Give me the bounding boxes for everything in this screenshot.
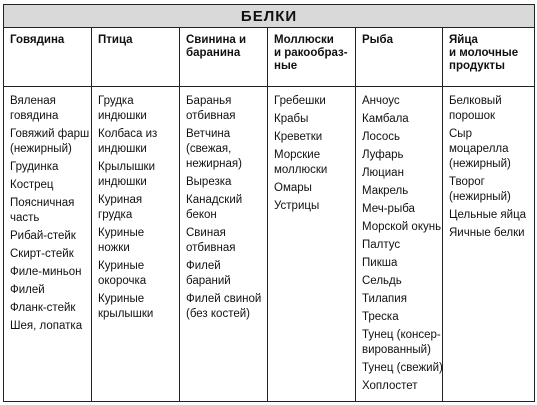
list-item-line: Кострец <box>10 179 54 191</box>
list-item-line: Тунец (консер- <box>362 329 441 341</box>
list-item-line: Шея, лопатка <box>10 320 83 332</box>
title-row <box>4 5 535 28</box>
list-item-line: отбивная <box>186 242 236 254</box>
list-item-line: бараний <box>186 275 231 287</box>
list-item <box>362 130 439 145</box>
list-item <box>186 94 264 124</box>
list-item-line: Белковый <box>449 95 502 107</box>
column-header-line: ные <box>274 60 298 72</box>
column-header <box>92 28 180 87</box>
list-item-line: нежирная) <box>186 158 242 170</box>
list-item <box>98 259 176 289</box>
list-item-line: Сельдь <box>362 275 402 287</box>
list-item-line: (нежирный) <box>10 143 72 155</box>
list-item-line: Куриные <box>98 260 145 272</box>
column-header-line: Моллюски <box>274 34 334 46</box>
list-item-line: Филей <box>10 284 45 296</box>
list-item-line: индюшки <box>98 176 147 188</box>
column-header-line: Птица <box>98 34 133 46</box>
list-item-line: Говяжий фарш <box>10 128 90 140</box>
list-item <box>10 178 88 193</box>
list-item <box>98 292 176 322</box>
list-item <box>10 301 88 316</box>
list-item-line: грудка <box>98 209 133 221</box>
list-item <box>449 175 531 205</box>
list-item-line: часть <box>10 212 40 224</box>
list-item-line: Люциан <box>362 167 404 179</box>
list-item-line: Свиная <box>186 227 226 239</box>
list-item-line: Креветки <box>274 131 323 143</box>
list-item-line: Скирт-стейк <box>10 248 74 260</box>
column-header-line: Свинина и <box>186 34 247 46</box>
list-item-line: Крылышки <box>98 161 156 173</box>
list-item-line: ножки <box>98 242 130 254</box>
list-item <box>98 226 176 256</box>
list-item <box>274 130 352 145</box>
list-item-line: индюшки <box>98 110 147 122</box>
list-item-line: Вяленая <box>10 95 56 107</box>
column-header-line: баранина <box>186 47 241 59</box>
list-item <box>10 229 88 244</box>
list-item-line: (свежая, <box>186 143 232 155</box>
list-item-line: вированный) <box>362 344 431 356</box>
list-item-line: крылышки <box>98 308 154 320</box>
column-header <box>356 28 443 87</box>
column-items <box>268 87 356 402</box>
list-item <box>449 127 531 172</box>
list-item-line: Колбаса из <box>98 128 158 140</box>
list-item <box>362 292 439 307</box>
list-item-line: Ветчина <box>186 128 231 140</box>
list-item <box>274 112 352 127</box>
list-item <box>274 181 352 196</box>
column-header <box>180 28 268 87</box>
list-item <box>362 328 439 358</box>
list-item-line: Устрицы <box>274 200 320 212</box>
proteins-table <box>3 4 535 402</box>
list-item-line: Меч-рыба <box>362 203 415 215</box>
column-header <box>268 28 356 87</box>
list-item <box>98 127 176 157</box>
column-header-line: Говядина <box>10 34 65 46</box>
list-item-line: Куриные <box>98 227 145 239</box>
list-item-line: Вырезка <box>186 176 232 188</box>
column-header-line: продукты <box>449 60 505 72</box>
list-item-line: бекон <box>186 209 217 221</box>
list-item <box>10 319 88 334</box>
list-item-line: окорочка <box>98 275 147 287</box>
list-item-line: Омары <box>274 182 312 194</box>
column-header-line: Яйца <box>449 34 478 46</box>
list-item <box>274 199 352 214</box>
column-items <box>92 87 180 402</box>
list-item-line: Яичные белки <box>449 227 525 239</box>
list-item-line: Баранья <box>186 95 232 107</box>
list-item-line: Сыр <box>449 128 472 140</box>
list-item <box>98 160 176 190</box>
list-item-line: (нежирный) <box>449 158 511 170</box>
list-item-line: Пикша <box>362 257 398 269</box>
list-item <box>449 208 531 223</box>
list-item-line: Луфарь <box>362 149 404 161</box>
list-item-line: Хоплостет <box>362 380 418 392</box>
list-item-line: Филей <box>186 260 221 272</box>
list-item-line: Филей свиной <box>186 293 262 305</box>
list-item <box>362 379 439 394</box>
list-item <box>10 127 88 157</box>
list-item <box>186 127 264 172</box>
list-item <box>10 196 88 226</box>
column-header <box>4 28 92 87</box>
header-row <box>4 28 535 87</box>
column-items <box>443 87 535 402</box>
list-item-line: Поясничная <box>10 197 75 209</box>
list-item <box>10 94 88 124</box>
list-item <box>362 94 439 109</box>
list-item-line: Канадский <box>186 194 243 206</box>
list-item <box>362 274 439 289</box>
body-row <box>4 87 535 402</box>
column-items <box>180 87 268 402</box>
list-item-line: Треска <box>362 311 399 323</box>
column-header-line: Рыба <box>362 34 393 46</box>
column-header <box>443 28 535 87</box>
list-item-line: (нежирный) <box>449 191 511 203</box>
list-item <box>10 265 88 280</box>
list-item <box>362 148 439 163</box>
list-item-line: Грудинка <box>10 161 59 173</box>
list-item-line: Рибай-стейк <box>10 230 76 242</box>
column-items <box>4 87 92 402</box>
list-item-line: говядина <box>10 110 59 122</box>
list-item <box>362 166 439 181</box>
list-item <box>98 193 176 223</box>
list-item <box>186 175 264 190</box>
list-item <box>362 361 443 376</box>
list-item-line: Лосось <box>362 131 400 143</box>
list-item <box>362 112 439 127</box>
list-item-line: Цельные яйца <box>449 209 527 221</box>
column-header-line: и ракообраз- <box>274 47 348 59</box>
list-item <box>362 220 442 235</box>
list-item <box>362 238 439 253</box>
list-item-line: Макрель <box>362 185 409 197</box>
list-item <box>98 94 176 124</box>
list-item-line: Филе-миньон <box>10 266 82 278</box>
list-item <box>186 292 264 322</box>
column-items <box>356 87 443 402</box>
list-item-line: Гребешки <box>274 95 326 107</box>
list-item-line: моцарелла <box>449 143 509 155</box>
list-item <box>274 94 352 109</box>
list-item-line: Творог <box>449 176 485 188</box>
list-item-line: моллюски <box>274 164 328 176</box>
list-item-line: Тунец (свежий) <box>362 362 443 374</box>
list-item-line: Фланк-стейк <box>10 302 76 314</box>
list-item-line: порошок <box>449 110 496 122</box>
list-item-line: индюшки <box>98 143 147 155</box>
list-item <box>274 148 352 178</box>
list-item-line: Анчоус <box>362 95 400 107</box>
list-item-line: Грудка <box>98 95 134 107</box>
list-item <box>186 226 264 256</box>
list-item <box>449 94 531 124</box>
list-item-line: Крабы <box>274 113 309 125</box>
list-item-line: Куриные <box>98 293 145 305</box>
table-title: БЕЛКИ <box>4 5 535 28</box>
list-item <box>186 193 264 223</box>
list-item <box>362 310 439 325</box>
column-header-line: и молочные <box>449 47 519 59</box>
list-item <box>362 202 439 217</box>
list-item <box>362 256 439 271</box>
list-item-line: отбивная <box>186 110 236 122</box>
list-item-line: Палтус <box>362 239 401 251</box>
list-item-line: (без костей) <box>186 308 250 320</box>
list-item-line: Морские <box>274 149 321 161</box>
list-item <box>10 160 88 175</box>
list-item <box>186 259 264 289</box>
list-item <box>362 184 439 199</box>
list-item-line: Куриная <box>98 194 143 206</box>
list-item-line: Камбала <box>362 113 409 125</box>
list-item <box>449 226 531 241</box>
list-item-line: Тилапия <box>362 293 407 305</box>
list-item-line: Морской окунь <box>362 221 442 233</box>
list-item <box>10 247 88 262</box>
list-item <box>10 283 88 298</box>
